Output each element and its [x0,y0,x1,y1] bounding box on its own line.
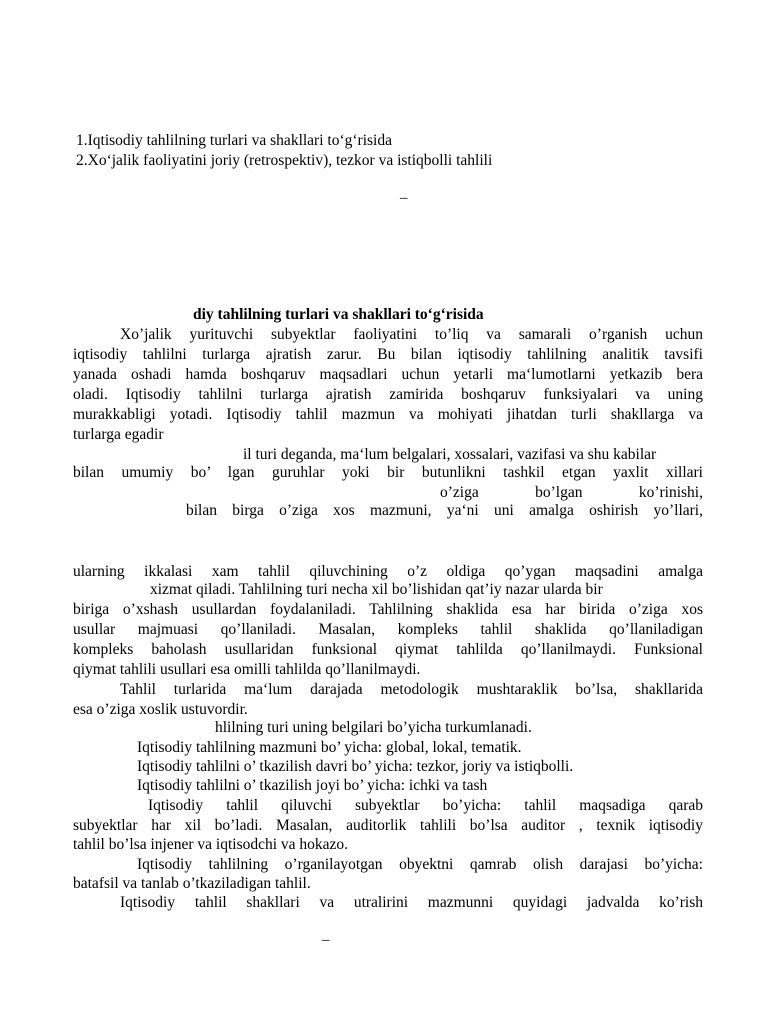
paragraph-line: qiymat tahlili usullari esa omilli tahlilda qo’llanilmaydi. [73,661,421,678]
paragraph-line: subyektlar har xil bo’ladi. Masalan, auditorlik tahlili bo’lsa auditor , texnik iqtisodiy [73,817,703,834]
paragraph-line: biriga o’xshash usullardan foydalaniladi. Tahlilning shaklida esa har birida o’ziga xos [73,601,703,618]
toc-item-2: 2.Xo‘jalik faoliyatini joriy (retrospektiv), tezkor va istiqbolli tahlili [76,152,493,169]
toc-item-1: 1.Iqtisodiy tahlilning turlari va shakllari to‘g‘risida [76,132,392,149]
paragraph-line: turlarga egadir [73,426,164,443]
list-item: Iqtisodiy tahlilning mazmuni bo’ yicha: global, lokal, tematik. [137,739,522,756]
section-heading: diy tahlilning turlari va shakllari to‘g‘risida [193,306,484,323]
paragraph-line: kompleks baholash usullaridan funksional qiymat tahlilda qo’llanilmaydi. Funksional [73,641,703,658]
paragraph-line: hlilning turi uning belgilari bo’yicha turkumlanadi. [215,719,532,736]
paragraph-line: Iqtisodiy tahlil shakllari va utralirini mazmunni quyidagi jadvalda ko’rish [120,894,703,911]
paragraph-line: Tahlil turlarida ma‘lum darajada metodologik mushtaraklik bo’lsa, shakllarida [120,681,703,698]
paragraph-line: iqtisodiy tahlilni turlarga ajratish zarur. Bu bilan iqtisodiy tahlilning analitik tavsifi [73,346,703,363]
bottom-dash-mark: – [322,932,330,948]
paragraph-line: batafsil va tanlab o’tkaziladigan tahlil. [73,875,311,892]
paragraph-line: esa o’ziga xoslik ustuvordir. [73,701,248,718]
paragraph-line: murakkabligi yotadi. Iqtisodiy tahlil mazmun va mohiyati jihatdan turli shakllarga va [73,406,703,423]
paragraph-line: bilan birga o’ziga xos mazmuni, ya‘ni uni amalga oshirish yo’llari, [186,502,703,519]
list-item: Iqtisodiy tahlilning o’rganilayotgan obyektni qamrab olish darajasi bo’yicha: [137,856,703,873]
paragraph-line: oladi. Iqtisodiy tahlilni turlarga ajratish zamirida boshqaruv funksiyalari va uning [73,386,703,403]
paragraph-line: usullar majmuasi qo’llaniladi. Masalan, kompleks tahlil shaklida qo’llaniladigan [73,621,703,638]
paragraph-line: o’ziga bo’lgan ko’rinishi, [440,484,703,501]
list-item: Iqtisodiy tahlilni o’ tkazilish davri bo’ yicha: tezkor, joriy va istiqbolli. [137,758,574,775]
top-dash-mark: – [400,190,408,206]
paragraph-line: Xo’jalik yurituvchi subyektlar faoliyatini to’liq va samarali o’rganish uchun [120,326,703,343]
paragraph-line: il turi deganda, ma‘lum belgalari, xossalari, vazifasi va shu kabilar [243,446,657,463]
paragraph-line: ularning ikkalasi xam tahlil qiluvchining o’z oldiga qo’ygan maqsadini amalga [73,563,703,580]
paragraph-line: tahlil bo’lsa injener va iqtisodchi va hokazo. [73,836,349,853]
paragraph-line: xizmat qiladi. Tahlilning turi necha xil bo’lishidan qat’iy nazar ularda bir [150,581,603,598]
paragraph-line: bilan umumiy bo’ lgan guruhlar yoki bir butunlikni tashkil etgan yaxlit xillari [73,464,703,481]
paragraph-line: yanada oshadi hamda boshqaruv maqsadlari uchun yetarli ma‘lumotlarni yetkazib bera [73,366,703,383]
list-item: Iqtisodiy tahlilni o’ tkazilish joyi bo’ yicha: ichki va tash [137,777,488,794]
list-item: Iqtisodiy tahlil qiluvchi subyektlar bo’yicha: tahlil maqsadiga qarab [148,797,703,814]
